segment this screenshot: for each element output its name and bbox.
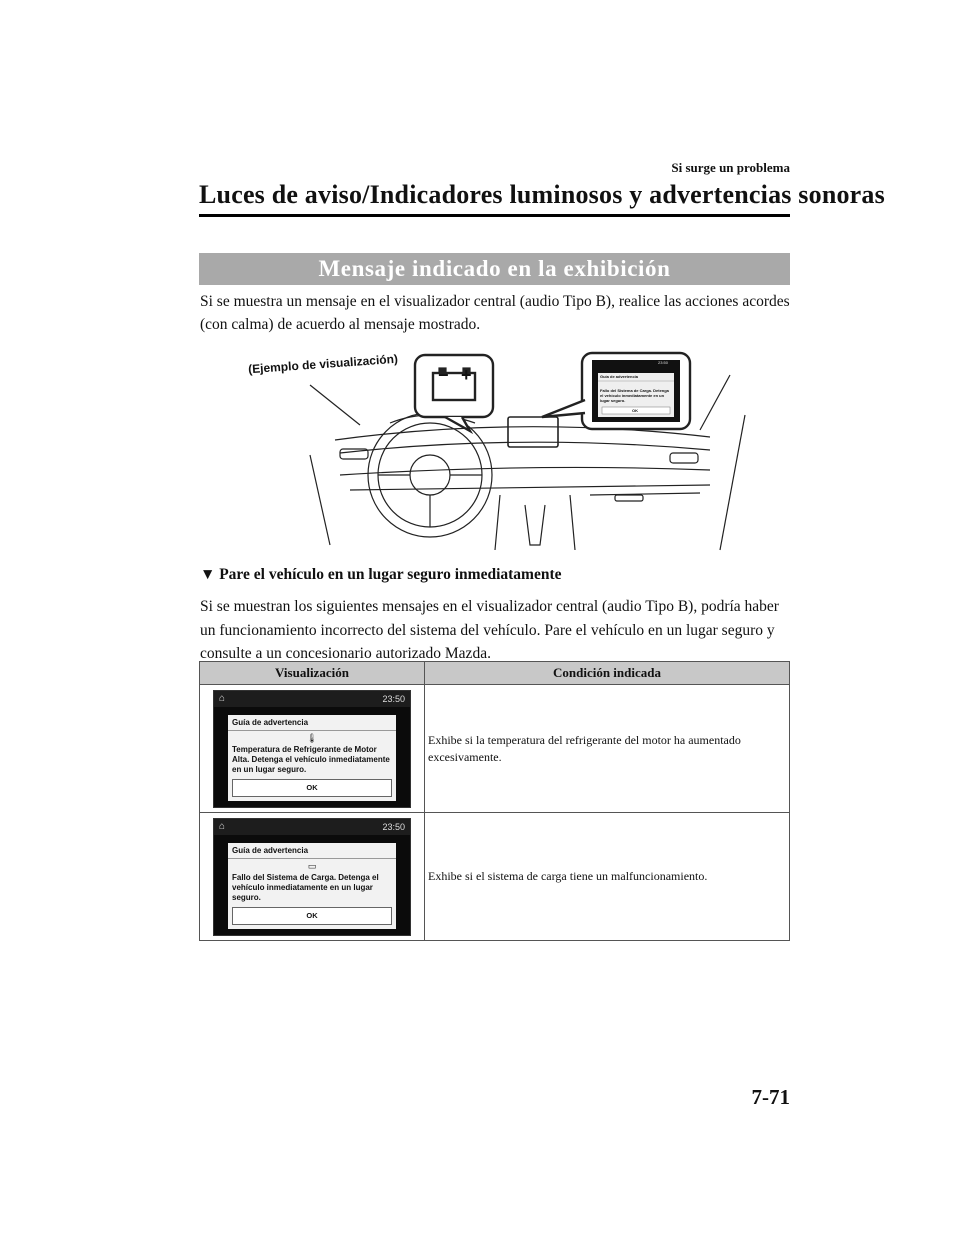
a-pillar-left bbox=[310, 385, 360, 425]
illustration-caption: (Ejemplo de visualización) bbox=[247, 351, 399, 377]
battery-minus-sign: − bbox=[438, 365, 449, 385]
mini-screen-title: Guía de advertencia bbox=[600, 374, 639, 379]
screen-status-bar bbox=[214, 691, 410, 707]
dashboard-drawing bbox=[240, 345, 760, 555]
mini-screen-ok: OK bbox=[632, 408, 638, 413]
display-screenshot bbox=[213, 690, 411, 808]
warning-dialog bbox=[228, 843, 396, 929]
vent-right bbox=[670, 453, 698, 463]
triangle-marker-icon: ▼ bbox=[200, 566, 216, 583]
header-visualizacion: Visualización bbox=[200, 662, 425, 685]
battery-icon: ▭ bbox=[307, 860, 317, 871]
screen-time: 23:50 bbox=[382, 821, 405, 832]
warning-messages-table bbox=[199, 661, 790, 941]
intro-paragraph: Si se muestra un mensaje en el visualizador central (audio Tipo B), realice las acciones acordes (con calma) de acuerdo al mensaje mostrado. bbox=[200, 293, 790, 333]
display-cell bbox=[200, 685, 425, 813]
table-row bbox=[200, 813, 790, 941]
table-header-row bbox=[200, 662, 790, 685]
table-row bbox=[200, 685, 790, 813]
condition-cell: Exhibe si el sistema de carga tiene un malfuncionamiento. bbox=[425, 813, 790, 941]
warning-dialog bbox=[228, 715, 396, 801]
chapter-divider bbox=[199, 214, 790, 217]
dashboard-illustration bbox=[240, 345, 760, 555]
screen-time: 23:50 bbox=[382, 693, 405, 704]
section-label: Si surge un problema bbox=[671, 160, 790, 175]
header-condicion: Condición indicada bbox=[425, 662, 790, 685]
ok-button[interactable]: OK bbox=[232, 779, 392, 797]
dialog-title: Guía de advertencia bbox=[228, 715, 396, 731]
battery-callout bbox=[415, 355, 493, 417]
page-number: 7-71 bbox=[751, 1085, 790, 1109]
condition-cell: Exhibe si la temperatura del refrigerante del motor ha aumentado excesivamente. bbox=[425, 685, 790, 813]
home-icon: ⌂ bbox=[219, 692, 226, 704]
ok-button[interactable]: OK bbox=[232, 907, 392, 925]
chapter-title: Luces de aviso/Indicadores luminosos y advertencias sonoras bbox=[199, 180, 885, 209]
subsection-paragraph: Si se muestran los siguientes mensajes en el visualizador central (audio Tipo B), podría haber un funcionamiento incorrecto del sistema del vehículo. Pare el vehículo en un lugar seguro y consulte a un concesionario autorizado Mazda. bbox=[200, 598, 779, 662]
a-pillar-right bbox=[700, 375, 730, 430]
screen-status-bar bbox=[214, 819, 410, 835]
section-banner: Mensaje indicado en la exhibición bbox=[199, 253, 790, 285]
display-cell bbox=[200, 813, 425, 941]
home-icon: ⌂ bbox=[219, 820, 226, 832]
battery-plus-sign: + bbox=[461, 365, 472, 385]
dialog-message: Temperatura de Refrigerante de Motor Alta. Detenga el vehículo inmediatamente en un lugar seguro. bbox=[232, 744, 390, 774]
dialog-message: Fallo del Sistema de Carga. Detenga el vehículo inmediatamente en un lugar seguro. bbox=[232, 872, 379, 902]
subsection-heading bbox=[200, 566, 790, 584]
mini-screen-message: Fallo del Sistema de Carga. Detenga el vehículo inmediatamente en un lugar seguro. bbox=[600, 388, 669, 403]
subsection-heading-text: Pare el vehículo en un lugar seguro inmediatamente bbox=[219, 566, 562, 583]
display-screenshot bbox=[213, 818, 411, 936]
coolant-temperature-icon: 🌡 bbox=[306, 732, 318, 743]
dialog-title: Guía de advertencia bbox=[228, 843, 396, 859]
mini-screen-time: 23:50 bbox=[658, 360, 669, 365]
